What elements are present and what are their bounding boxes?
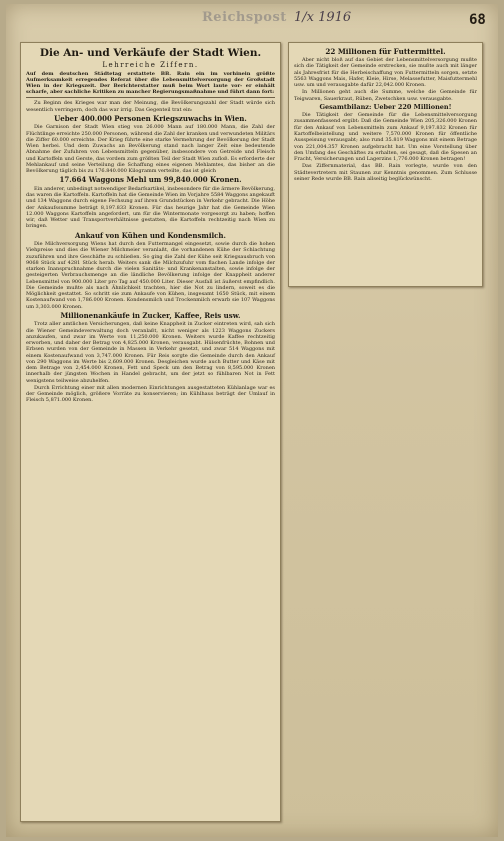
paragraph: Das Ziffernmaterial, das BB. Rain vorlegte, wurde von den Städtevertretern mit Staunen zur Kenntnis genommen. Zum Schlusse seiner Rede wurde BB. Rain allseitig beglückwünscht.	[294, 163, 477, 183]
paragraph: Die Milchversorgung Wiens hat durch den Futtermangel eingesetzt, sowie durch die hohen Viehpreise und dies die Wiener Milchmeier veranlaßt, die vorhandenen Kühe der Schlachtung zuzuführen und ihre Geschäfte zu schließen. So ging die Zahl der Kühe seit Kriegsausbruch von 9068 Stück auf 4281 Stück herab. Weiters sank die Milchzufuhr vom flachen Lande infolge der starken Inanspruchnahme durch die vielen Sanitäts- und Krankenanstalten, sowie infolge der gesteigerten Verbrauchsmenge an die ländliche Bevölkerung infolge der Knappheit anderer Lebensmittel von 900.000 Liter pro Tag auf 450.000 Liter. Dieser Ausfall ist äußerst empfindlich. Die Gemeinde mußte als nach Ähnlichkeit trachten, hier die Not zu lindern, soweit es die Möglichkeit gestattet. So schritt sie zum Ankaufe von Kühen, insgesamt 1650 Stück, mit einem Kostenaufwand von 1,786.000 Kronen. Kondensmilch und Trockenmilch erwarb sie 107 Waggons um 3,303.000 Kronen.	[26, 241, 275, 310]
scrapbook-page	[6, 4, 498, 837]
paragraph: Ein anderer, unbedingt notwendiger Bedarfsartikel, insbesondere für die ärmere Bevölkerung, das waren die Kartoffeln. Kartoffeln hat die Gemeinde Wien im Vorjahre 5584 Waggons angekauft und 134 Waggons durch eigene Fechsung auf ihren Grundstücken in Verkehr gebracht. Die Höhe der Ankaufssumme beträgt 8,197.833 Kronen. Für das heurige Jahr hat die Gemeinde Wien 12.000 Waggons Kartoffeln angefordert, um für die Wintermonate vorgesorgt zu haben; hoffen wir, daß Wetter und Transportverhältnisse gestatten, die Kartoffeln rechtzeitig nach Wien zu bringen.	[26, 185, 275, 230]
section-heading: 17.664 Waggons Mehl um 99,840.000 Kronen.	[59, 175, 242, 185]
section-heading: Millionenankäufe in Zucker, Kaffee, Reis usw.	[60, 310, 241, 320]
paragraph: In Millionen geht auch die Summe, welche die Gemeinde für Teigwaren, Sauerkraut, Rüben, Zwetschken usw. verausgabte.	[294, 89, 477, 102]
paragraph: Trotz aller amtlichen Versicherungen, daß keine Knappheit in Zucker eintreten wird, sah sich die Wiener Gemeindeverwaltung doch veranlaßt, nicht weniger als 1223 Waggons Zuckers anzukaufen, und zwar im Werte von 11,250.000 Kronen. Weiters wurde Kaffee rechtzeitig erworben, und daher der Betrag von 4,825.000 Kronen, verausgabt. Hülsenfrüchte, Bohnen und Erbsen wurden von der Gemeinde in Massen in Verkehr gesetzt, und zwar 514 Waggons mit einem Kostenaufwand von 3,747.000 Kronen. Für Reis sorgte die Gemeinde durch den Ankauf von 290 Waggons im Werte bis 2,609.000 Kronen. Desgleichen wurde auch Butter und Käse mit dem Betrage von 2,454.000 Kronen, Fett und Speck um den Betrag von 8,595.000 Kronen innerhalb der jüngsten Wochen in Handel gebracht, um der jetzt so fühlbaren Not in Fett wenigstens teilweise abzuhelfen.	[26, 321, 275, 384]
clipping-right	[288, 42, 483, 287]
page-number: 68	[469, 12, 486, 28]
article-title: 22 Millionen für Futtermittel.	[325, 47, 446, 56]
article-title: Die An- und Verkäufe der Stadt Wien.	[39, 47, 262, 59]
handwritten-date: 1/x 1916	[294, 10, 352, 25]
article-intro: Auf dem deutschen Städtetag erstattete BB. Rain ein im vorhinein größte Aufmerksamkeit erregendes Referat über die Lebensmittelversorgung der Großstadt Wien in der Kriegszeit. Der Berichterstatter muß beim Wort laute vor- er einhält scharfe, aber sachliche Kritiken zu mancher Regierungsmaßnahme und führt dann fort:	[26, 71, 275, 98]
paragraph: Die Tätigkeit der Gemeinde für die Lebensmittelversorgung zusammenfassend ergibt: Daß die Gemeinde Wien 205,326.000 Kronen für den Ankauf von Lebensmitteln zum Ankauf 9,197.832 Kronen für Kartoffelbeistellung und weitere 7,570.000 Kronen für öffentliche Ausspeisung verausgabt; also rund 35.819 Waggons mit einem Betrage von 221,004.357 Kronen aufgebracht hat. Um eine Vorstellung über den Umfang des Geschäftes zu erhalten, sei gesagt, daß die Spesen an Fracht, Versicherungen und Lagerzins 1,776.000 Kronen betragen!	[294, 112, 477, 163]
section-heading: Ankauf von Kühen und Kondensmilch.	[75, 230, 226, 240]
clipping-left	[20, 42, 281, 822]
section-heading: Gesamtbilanz: Ueber 220 Millionen!	[319, 103, 452, 112]
newspaper-stamp: Reichspost	[202, 10, 287, 25]
paragraph: Aber nicht bloß auf das Gebiet der Lebensmittelversorgung mußte sich die Tätigkeit der Gemeinde erstrecken, sie mußte auch mit länger als Jahresfrist für die Herbeischaffung von Futtermitteln sorgen, setzte 5563 Waggons Mais, Hafer, Kleie, Hirse, Melassefutter, Maisfuttermehl usw. um und verausgabte dafür 22,042.000 Kronen.	[294, 57, 477, 89]
paragraph: Durch Errichtung einer mit allen modernen Einrichtungen ausgestatteten Kühlanlage war es der Gemeinde möglich, größere Vorräte zu konservieren; im Kühlhaus beträgt der Umlauf in Fleisch 5,871.000 Kronen.	[26, 384, 275, 404]
article-subtitle: Lehrreiche Ziffern.	[102, 61, 199, 69]
paragraph: Zu Beginn des Krieges war man der Meinung, die Bevölkerungszahl der Stadt würde sich wesentlich verringern, doch das war irrig. Das Gegenteil trat ein:	[26, 100, 275, 113]
section-heading: Ueber 400.000 Personen Kriegszuwachs in Wien.	[54, 113, 247, 123]
paragraph: Die Garnison der Stadt Wien stieg von 26.000 Mann auf 180.000 Mann, die Zahl der Flüchtlinge erreichte 250.000 Personen, während die Zahl der kranken und verwundeten Militärs die Ziffer 60.000 erreichte. Der Krieg führte eine starke Vermehrung der Bevölkerung der Stadt Wien herbei. Und dem Zuwachs an Bevölkerung stand nach langer Zeit eine bedeutende Abnahme der Zufuhren von Lebensmitteln gegenüber, insbesondere von Getreide und Fleisch und Kartoffeln und Gerste, das vordem zum größten Teil der Stadt Wien zufloß. Es erforderte der Mehlankauf und seine Verteilung die Schaffung eines eigenen Mehlamtes, das bisher an die Bevölkerung täglich bis zu 176.840.000 Kilogramm verteilte, das ist gleich	[26, 124, 275, 175]
